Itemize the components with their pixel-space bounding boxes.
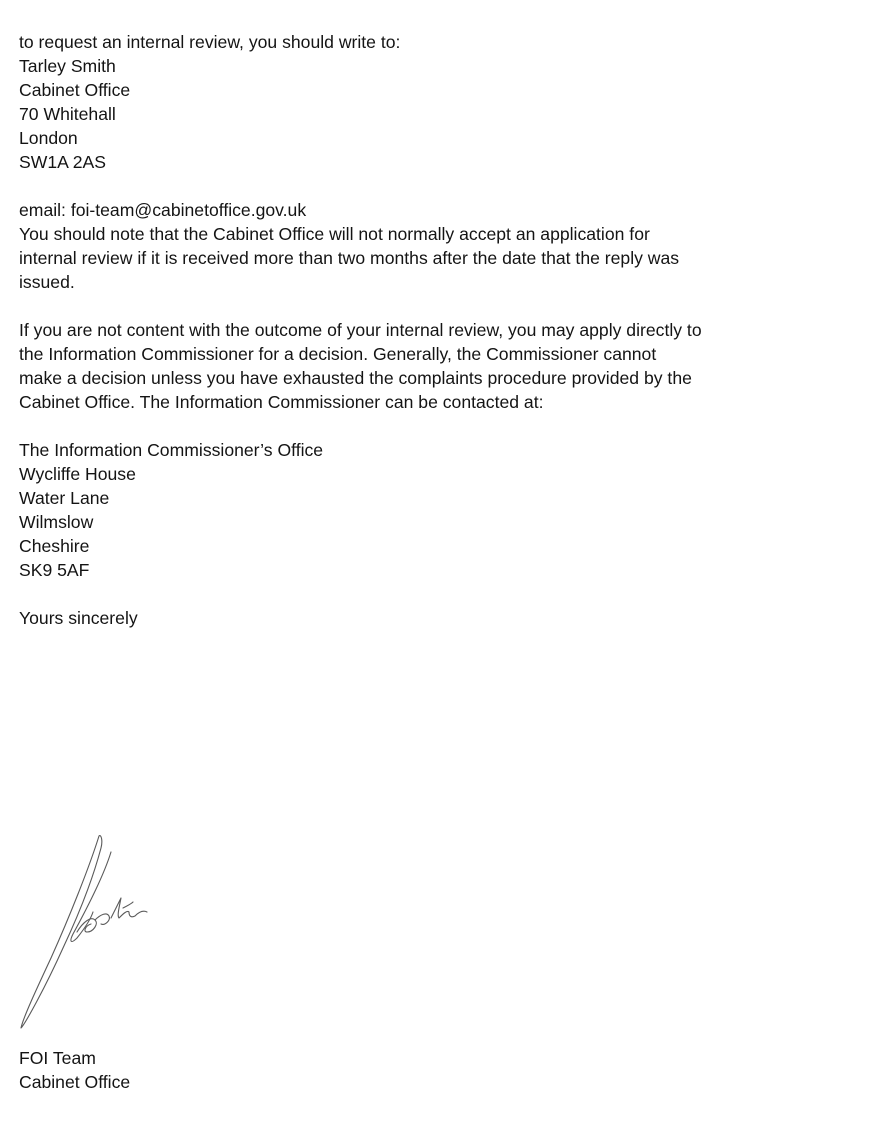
address-line: The Information Commissioner’s Office — [19, 440, 324, 460]
intro-paragraph: to request an internal review, you should write to: — [19, 32, 401, 52]
letter-body — [19, 30, 869, 630]
note-paragraph — [19, 222, 869, 294]
review-address — [19, 54, 869, 174]
address-line: Tarley Smith — [19, 56, 116, 76]
address-line: SW1A 2AS — [19, 152, 107, 172]
address-line: London — [19, 128, 78, 148]
commissioner-line: Cabinet Office. The Information Commissioner can be contacted at: — [19, 392, 544, 412]
commissioner-line: the Information Commissioner for a decision. Generally, the Commissioner cannot — [19, 344, 657, 364]
address-line: Wilmslow — [19, 512, 94, 532]
commissioner-line: make a decision unless you have exhausted the complaints procedure provided by the — [19, 368, 692, 388]
sign-off-line: FOI Team — [19, 1048, 96, 1068]
signature-image — [19, 828, 199, 1033]
sign-off — [19, 1046, 130, 1094]
closing-salutation: Yours sincerely — [19, 608, 138, 628]
ico-address — [19, 438, 869, 582]
address-line: 70 Whitehall — [19, 104, 116, 124]
note-line: issued. — [19, 272, 75, 292]
address-line: Water Lane — [19, 488, 110, 508]
email-line: email: foi-team@cabinetoffice.gov.uk — [19, 200, 307, 220]
commissioner-paragraph — [19, 318, 869, 414]
signature-icon — [19, 828, 199, 1033]
note-line: You should note that the Cabinet Office will not normally accept an application for — [19, 224, 650, 244]
note-line: internal review if it is received more than two months after the date that the reply was — [19, 248, 680, 268]
address-line: Cabinet Office — [19, 80, 131, 100]
sign-off-line: Cabinet Office — [19, 1072, 131, 1092]
address-line: Cheshire — [19, 536, 90, 556]
commissioner-line: If you are not content with the outcome of your internal review, you may apply directly to — [19, 320, 702, 340]
address-line: Wycliffe House — [19, 464, 136, 484]
address-line: SK9 5AF — [19, 560, 90, 580]
